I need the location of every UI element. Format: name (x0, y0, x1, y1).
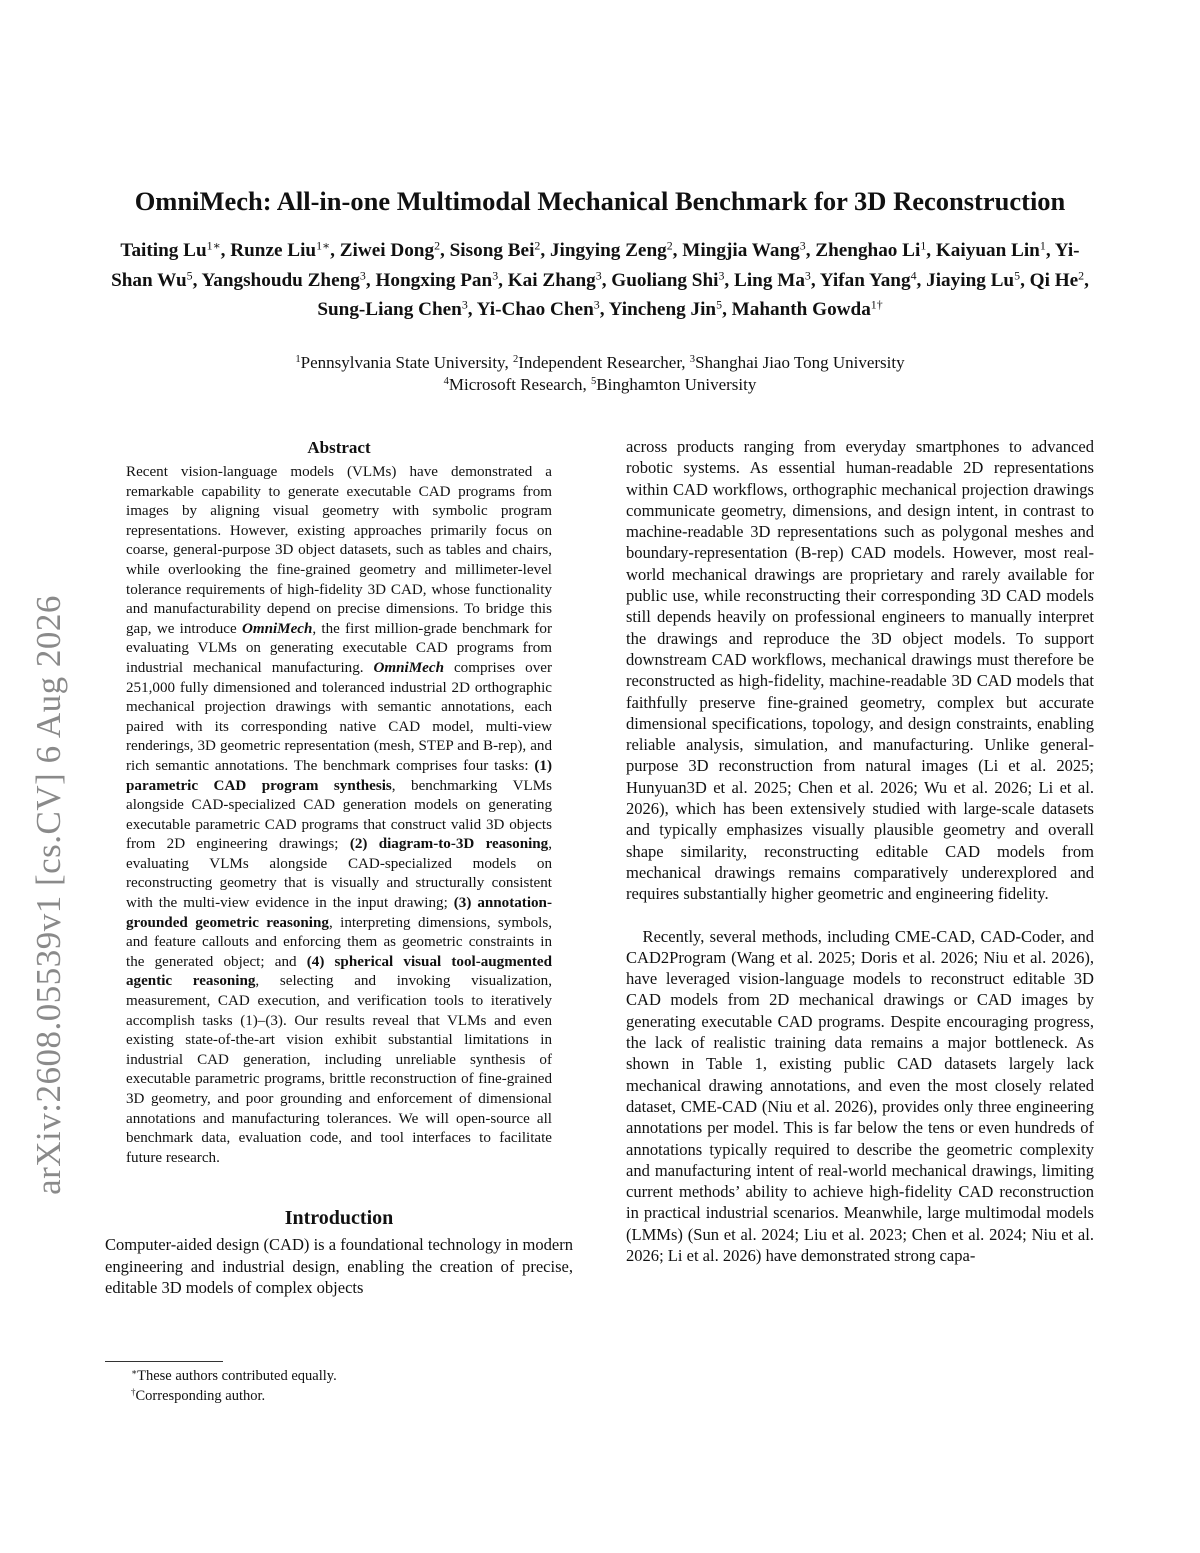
author (926, 267, 1021, 291)
paper-title: OmniMech: All-in-one Multimodal Mechanical Benchmark for 3D Reconstruction (134, 186, 1066, 216)
author-name: Taiting Lu (120, 240, 207, 261)
affiliation-name: Binghamton University (596, 375, 757, 394)
author-affiliation-mark: 3 (595, 267, 602, 282)
affiliations (150, 352, 1050, 396)
author-name: Yincheng Jin (608, 299, 717, 320)
author-name: Kaiyuan Lin (935, 240, 1040, 261)
introduction-paragraph-2: Recently, several methods, including CME-CAD, CAD-Coder, and CAD2Program (Wang et al. 2025; Doris et al. 2026; Niu et al. 2026), have leveraged vision-language models to reconstruct editable 3D CAD models from 2D mechanical drawings or CAD images by generating executable CAD programs. Despite encouraging progress, the lack of realistic training data remains a major bottleneck. As shown in Table 1, existing public CAD datasets largely lack mechanical drawing annotations, and even the most closely related dataset, CME-CAD (Niu et al. 2026), provides only three engineering annotations per model. This is far below the tens or even hundreds of annotations typically required to describe the geometric complexity and manufacturing intent of real-world mechanical drawings, limiting current methods’ ability to achieve high-fidelity CAD reconstruction in practical industrial scenarios. Meanwhile, large multimodal models (LMMs) (Sun et al. 2024; Liu et al. 2023; Chen et al. 2024; Niu et al. 2026; Li et al. 2026) have demonstrated strong capa- (626, 926, 1094, 1265)
benchmark-name: OmniMech (241, 620, 313, 637)
author-name: Hongxing Pan (375, 269, 493, 291)
author-affiliation-mark: 1 (920, 238, 927, 253)
author-affiliation-mark: 1∗ (206, 238, 221, 253)
author (815, 240, 926, 261)
author-name: Guoliang Shi (611, 269, 719, 291)
task-name: (2) diagram-to-3D reasoning (349, 836, 549, 853)
footnote-mark: † (131, 1387, 136, 1398)
benchmark-name: OmniMech (373, 659, 444, 676)
author-name: Sisong Bei (449, 240, 535, 261)
footnote-text: These authors contributed equally. (137, 1368, 337, 1384)
author-name: Yi-Shan Wu (111, 240, 1080, 291)
author-affiliation-mark: 2 (434, 238, 441, 253)
author-affiliation-mark: 3 (804, 267, 811, 282)
author (477, 299, 600, 320)
author (340, 240, 440, 261)
right-column (626, 436, 1094, 1266)
arxiv-sidebar-stamp (18, 560, 80, 1230)
author-name: Qi He (1029, 269, 1079, 291)
footnote (105, 1386, 573, 1406)
author (732, 299, 883, 320)
abstract-text: , interpreting dimensions, symbols, and feature callouts and enforcing them as geometric constraints in the generated object; and (126, 914, 552, 970)
footnote-text: Corresponding author. (135, 1388, 266, 1404)
author-affiliation-mark: 3 (799, 238, 806, 253)
affiliation-line-2: $^4$Microsoft Research, $^5$Binghamton University (443, 375, 757, 394)
author-affiliation-mark: 5 (186, 267, 193, 282)
author-affiliation-mark: 2 (666, 238, 673, 253)
abstract-body (126, 463, 552, 1168)
author (819, 267, 917, 291)
author-name: Sung-Liang Chen (317, 299, 462, 320)
author (230, 240, 330, 261)
author-name: Jingying Zeng (549, 240, 667, 261)
author-name: Jiaying Lu (926, 269, 1015, 291)
author-name: Runze Liu (230, 240, 317, 261)
abstract-text: , evaluating VLMs alongside CAD-specialized models on reconstructing geometry that is visually and structurally consistent with the multi-view evidence in the input drawing; (126, 836, 553, 912)
author-name: Yifan Yang (819, 269, 911, 291)
author-affiliation-mark: 3 (461, 297, 468, 312)
author-name: Yi-Chao Chen (476, 299, 594, 320)
author (609, 299, 722, 320)
author (734, 267, 811, 291)
introduction-paragraph-start: Computer-aided design (CAD) is a foundational technology in modern engineering and industrial design, enabling the creation of precise, editable 3D models of complex objects (105, 1235, 573, 1297)
author-affiliation-mark: 1† (870, 297, 883, 312)
author (201, 267, 366, 291)
author-affiliation-mark: 1∗ (316, 238, 331, 253)
arxiv-identifier: arXiv:2608.05539v1 [cs.CV] 6 Aug 2026 (29, 595, 68, 1195)
author-affiliation-mark: 2 (1078, 267, 1085, 282)
footnotes (105, 1366, 573, 1406)
abstract-heading: Abstract (307, 438, 371, 457)
introduction-heading: Introduction (284, 1207, 394, 1230)
author (507, 267, 602, 291)
author-affiliation-mark: 3 (359, 267, 366, 282)
affiliation-mark: 1 (295, 354, 301, 366)
task-name: (3) annotation-grounded geometric reasoning (126, 895, 552, 931)
author-list: Taiting $Lu^{1∗}$, Runze Liu$^{1∗}$, Ziwei Dong$^2$, Sisong Bei$^2$, Jingying Zeng$^2$, Mingjia Wang$^3$, Zhenghao Li$^1$, Kaiyuan Lin$^1$, Yi-Shan Wu$^5$, Yangshoudu Zheng$^3$, Hongxing Pan$^3$, Kai Zhang$^3$, Guoliang Shi$^3$, Ling Ma$^3$, Yifan Yang$^4$, Jiaying Lu$^5$, Qi He$^2$, Sung-Liang Chen$^3$, Yi-Chao Chen$^3$, Yincheng Jin$^5$, Mahanth Gowda$^{1\dagger}$ (111, 238, 1089, 320)
affiliation-mark: 4 (443, 376, 449, 388)
abstract-text: , selecting and invoking visualization, measurement, CAD execution, and verification tools to iteratively accomplish tasks (1)–(3). Our results reveal that VLMs and even existing state-of-the-art vision exhibit substantial limitations in industrial CAD generation, including unreliable synthesis of executable parametric programs, brittle reconstruction of fine-grained 3D geometry, and poor grounding and enforcement of dimensional annotations and manufacturing tolerances. We will open-source all benchmark data, evaluation code, and tool interfaces to facilitate future research. (126, 973, 552, 1166)
author-affiliation-mark: 3 (718, 267, 725, 282)
author (936, 240, 1046, 261)
author-name: Zhenghao Li (815, 240, 921, 261)
author (317, 299, 467, 320)
author-affiliation-mark: 3 (492, 267, 499, 282)
author (611, 267, 725, 291)
author (550, 240, 673, 261)
affiliation-mark: 5 (591, 376, 597, 388)
author-affiliation-mark: 3 (593, 297, 600, 312)
author-affiliation-mark: 4 (910, 267, 917, 282)
author-name: Yangshoudu Zheng (201, 269, 360, 291)
affiliation-name: Microsoft Research (448, 375, 583, 394)
author-name: Mingjia Wang (682, 240, 800, 261)
abstract-text: Recent vision-language models (VLMs) have demonstrated a remarkable capability to generate executable CAD programs from images by aligning visual geometry with symbolic program representations. However, existing approaches primarily focus on coarse, general-purpose 3D object datasets, such as tables and chairs, while overlooking the fine-grained geometry and millimeter-level tolerance requirements of high-fidelity 3D CAD, whose functionality and manufacturability depend on precise dimensions. To bridge this gap, we introduce (126, 464, 552, 637)
author-name: Kai Zhang (507, 269, 596, 291)
abstract-text: , benchmarking VLMs alongside CAD-specialized CAD generation models on generating executable parametric CAD programs that construct valid 3D objects from 2D engineering drawings; (126, 777, 552, 853)
author-name: Ziwei Dong (339, 240, 435, 261)
footnote (105, 1366, 573, 1386)
footnote-rule (105, 1361, 223, 1362)
affiliation-name: Shanghai Jiao Tong University (695, 353, 905, 372)
author (1029, 267, 1085, 291)
affiliation-mark: 2 (512, 354, 519, 366)
author-name: Ling Ma (734, 269, 805, 291)
affiliation-name: Independent Researcher (518, 353, 682, 372)
affiliation-mark: 3 (689, 354, 696, 366)
author (375, 267, 499, 291)
author-affiliation-mark: 5 (716, 297, 723, 312)
abstract-text: comprises over 251,000 fully dimensioned and toleranced industrial 2D orthographic mechanical projection drawings with semantic annotations, each paired with its corresponding native CAD model, multi-view renderings, 3D geometric representation (mesh, STEP and B-rep), and rich semantic annotations. The benchmark comprises four tasks: (126, 659, 552, 774)
affiliation-line-1: $^1$Pennsylvania State University, $^2$Independent Researcher, $^3$Shanghai Jiao Tong University (295, 353, 905, 372)
author (120, 240, 220, 261)
author (450, 240, 541, 261)
introduction-paragraph-1: across products ranging from everyday smartphones to advanced robotic systems. As essential human-readable 2D representations within CAD workflows, orthographic mechanical projection drawings communicate geometry, dimensions, and design intent, in contrast to machine-readable 3D representations such as polygonal meshes and boundary-representation (B-rep) CAD models. However, most real-world mechanical drawings are proprietary and rarely available for public use, while reconstructing their corresponding 3D CAD models still depends heavily on professional engineers to manually interpret the drawings and reproduce the 3D object models. To support downstream CAD workflows, mechanical drawings must therefore be reconstructed as high-fidelity, machine-readable 3D CAD models that faithfully preserve fine-grained geometry, complex but accurate dimensional specifications, topology, and design constraints, enabling reliable analysis, simulation, and manufacturing. Unlike general-purpose 3D reconstruction from natural images (Li et al. 2025; Hunyuan3D et al. 2025; Chen et al. 2026; Wu et al. 2026; Li et al. 2026), which has been extensively studied with large-scale datasets and typically emphasizes visually plausible geometry and overall shape similarity, reconstructing editable CAD models from mechanical drawings remains comparatively underexplored and requires substantially higher geometric and engineering fidelity. (626, 437, 1094, 904)
task-name: (4) spherical visual tool-augmented agentic reasoning (126, 953, 552, 990)
author-affiliation-mark: 2 (534, 238, 541, 253)
author-affiliation-mark: 5 (1014, 267, 1021, 282)
left-column (105, 437, 573, 1298)
task-name: (1) parametric CAD program synthesis (126, 757, 552, 794)
abstract-text: , the first million-grade benchmark for evaluating VLMs on generating executable CAD programs from industrial mechanical manufacturing. (126, 620, 552, 676)
author (682, 240, 805, 261)
author-affiliation-mark: 1 (1039, 238, 1046, 253)
author-name: Mahanth Gowda (731, 299, 871, 320)
affiliation-name: Pennsylvania State University (300, 353, 505, 372)
footnote-mark: ∗ (131, 1367, 138, 1378)
